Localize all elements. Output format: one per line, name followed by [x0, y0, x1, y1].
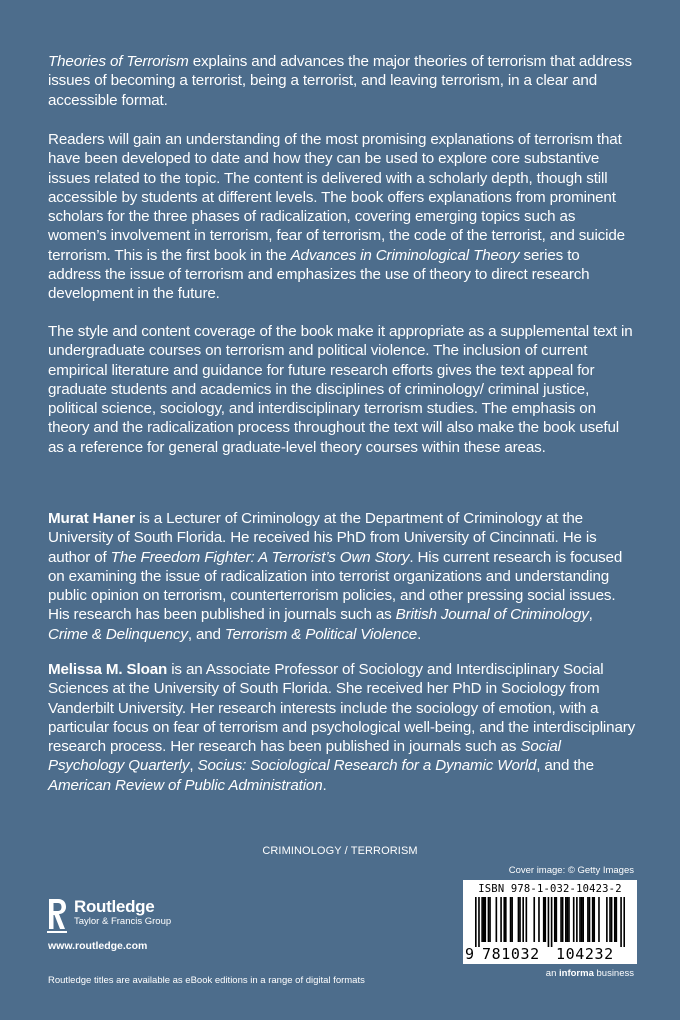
- informa-prefix: an: [545, 968, 560, 979]
- barcode-bar: [522, 897, 524, 942]
- bio-text: is an Associate Professor of Sociology and Interdisciplinary Social Sciences at the University of South Florida. She received her PhD in Sociology from Vanderbilt University. Her research interests include the sociology of emotion, with a particular focus on fear of terrorism and psychological well-being, and the interdisciplinary research process. Her research has been published in journals such as: [48, 661, 636, 756]
- barcode-bar: [475, 897, 477, 947]
- blurb-text: The style and content coverage of the book make it appropriate as a supplemental text in undergraduate courses on terrorism and political violence. The inclusion of current empirical literature and guidance for future research efforts gives the text appeal for graduate students and academics in the disciplines of criminology/ criminal justice, political science, sociology, and interdisciplinary terrorism studies. The emphasis on theory and the radicalization process throughout the text will also make the book useful as a reference for general graduate-level theory courses within these areas.: [48, 323, 633, 456]
- bio-text: . His current research is focused on examining the issue of radicalization into terrorist organizations and understanding public opinion on terrorism, counterterrorism policies, and other pressing social issues. His research has been published in journals such as: [48, 548, 623, 624]
- isbn-label: ISBN 978-1-032-10423-2: [478, 883, 622, 895]
- barcode-bar: [592, 897, 594, 942]
- barcode-bar: [611, 897, 613, 942]
- publisher-subtitle: Taylor & Francis Group: [74, 916, 172, 927]
- barcode-digits-left: 781032: [482, 945, 540, 963]
- informa-brand: informa: [559, 968, 594, 979]
- series-title: Advances in Criminological Theory: [290, 246, 520, 264]
- blurb-paragraph-2: [48, 130, 636, 304]
- barcode-bars: [475, 897, 625, 947]
- blurb-text: explains and advances the major theories of terrorism that address issues of becoming a terrorist, being a terrorist, and leaving terrorism, in a clear and accessible format.: [48, 53, 632, 109]
- separator: ,: [189, 757, 198, 775]
- barcode-digit-first: 9: [465, 945, 475, 963]
- journal-name: Crime & Delinquency: [48, 625, 188, 643]
- barcode-bar: [567, 897, 569, 942]
- informa-suffix: business: [593, 968, 634, 979]
- barcode-bar: [519, 897, 521, 942]
- barcode-bar: [511, 897, 513, 942]
- journal-name: Socius: Sociological Research for a Dynamic World: [197, 757, 537, 775]
- barcode-bar: [609, 897, 611, 942]
- barcode-bar: [543, 897, 545, 942]
- barcode-bar: [544, 897, 546, 942]
- routledge-logo: [46, 895, 171, 935]
- barcode-bar: [483, 897, 485, 942]
- barcode-bar: [581, 897, 583, 942]
- blurb-paragraph-1: [48, 52, 636, 110]
- barcode-bar: [503, 897, 505, 942]
- barcode-bar: [496, 897, 498, 942]
- barcode-digits-right: 104232: [556, 945, 614, 963]
- barcode-bar: [589, 897, 591, 942]
- barcode-bar: [616, 897, 618, 942]
- barcode-bar: [510, 897, 512, 942]
- separator: , and the: [536, 757, 594, 775]
- barcode-bar: [478, 897, 480, 947]
- blurb-paragraph-3: [48, 322, 636, 457]
- cover-image-credit: Cover image: © Getty Images: [508, 865, 634, 876]
- separator: .: [417, 625, 422, 643]
- bio-text: is a Lecturer of Criminology at the Department of Criminology at the University of South Florida. He received his PhD from University of Cincinnati. He is author of: [48, 510, 597, 566]
- barcode-bar: [576, 897, 578, 942]
- barcode-bar: [489, 897, 491, 942]
- isbn-barcode: [463, 880, 637, 964]
- author-name: Melissa M. Sloan: [48, 661, 168, 678]
- book-reference: The Freedom Fighter: A Terrorist’s Own Story: [110, 548, 410, 566]
- blurb-text: Readers will gain an understanding of the most promising explanations of terrorism that have been developed to date and how they can be used to explore core substantive issues related to the topic. The content is delivered with a scholarly depth, though still accessible by students at different levels. The book offers explanations from prominent scholars for the three phases of radicalization, covering emerging topics such as women’s involvement in terrorism, fear of terrorism, the code of the terrorist, and suicide terrorism. This is the first book in the: [48, 131, 625, 264]
- journal-name: British Journal of Criminology: [395, 606, 589, 624]
- separator: ,: [588, 606, 593, 624]
- barcode-bar: [614, 897, 616, 942]
- barcode-bar: [481, 897, 483, 942]
- barcode-bar: [593, 897, 595, 942]
- barcode-bar: [554, 897, 556, 942]
- author-bio-1: [48, 509, 636, 644]
- barcode-bar: [548, 897, 550, 947]
- journal-name: American Review of Public Administration: [48, 776, 323, 794]
- blurb-text: series to address the issue of terrorism and emphasizes the use of theory to direct research development in the future.: [48, 246, 590, 303]
- barcode-bar: [505, 897, 507, 942]
- barcode-bar: [560, 897, 562, 942]
- barcode-bar: [565, 897, 567, 942]
- barcode-bar: [587, 897, 589, 942]
- ebook-availability-note: Routledge titles are available as eBook editions in a range of digital formats: [48, 975, 365, 986]
- author-name: Murat Haner: [48, 510, 135, 527]
- author-bio-2: [48, 660, 636, 795]
- journal-name: Terrorism & Political Violence: [224, 625, 418, 643]
- barcode-bar: [579, 897, 581, 942]
- barcode-bar: [562, 897, 564, 942]
- barcode-bar: [620, 897, 622, 947]
- separator: , and: [187, 625, 225, 643]
- barcode-bar: [573, 897, 575, 942]
- barcode-bar: [538, 897, 540, 942]
- barcode-bar: [500, 897, 502, 942]
- barcode-bar: [526, 897, 528, 942]
- barcode-bar: [623, 897, 625, 947]
- subject-category: CRIMINOLOGY / TERRORISM: [262, 845, 418, 857]
- barcode-bar: [551, 897, 553, 947]
- book-title: Theories of Terrorism: [48, 53, 189, 70]
- publisher-name: Routledge: [74, 897, 155, 916]
- routledge-r-icon: [46, 895, 68, 935]
- barcode-bar: [606, 897, 608, 942]
- barcode-bar: [518, 897, 520, 942]
- journal-name: Social Psychology Quarterly: [48, 738, 561, 775]
- barcode-bar: [598, 897, 600, 942]
- barcode-bar: [568, 897, 570, 942]
- barcode-bar: [484, 897, 486, 942]
- barcode-bar: [556, 897, 558, 942]
- barcode-bar: [582, 897, 584, 942]
- informa-business-line: [546, 968, 634, 979]
- barcode-bar: [533, 897, 535, 942]
- barcode-bar: [488, 897, 490, 942]
- publisher-website[interactable]: www.routledge.com: [48, 940, 148, 952]
- separator: .: [322, 776, 327, 794]
